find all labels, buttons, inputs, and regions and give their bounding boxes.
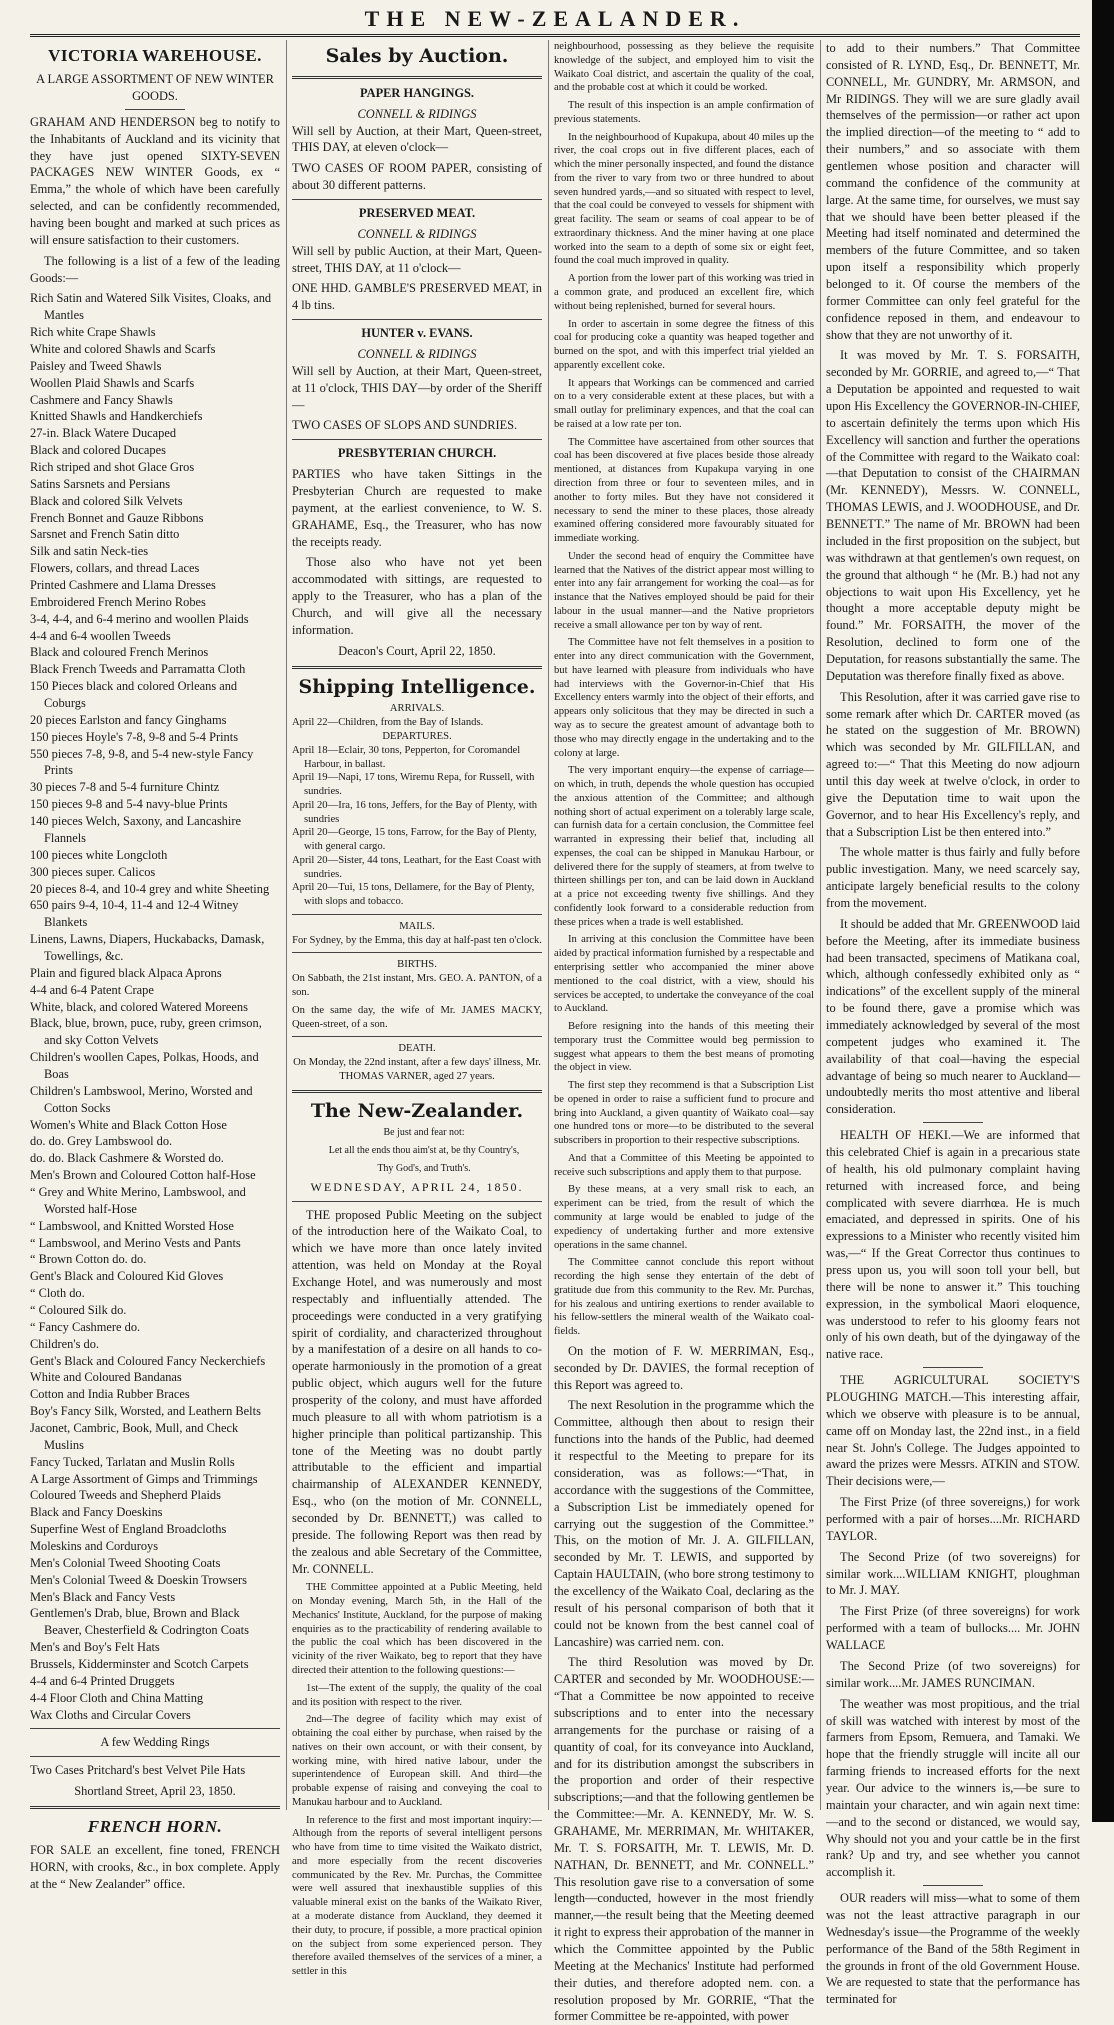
report-paragraph: Under the second head of enquiry the Committee have learned that the Natives of the district appear most willing to enter into any fair arrangement for working the coal—as for instance that the Natives employed should be paid for their labour in the usual manner—and the Native proprietors receive a small allowance per ton by way of rent. xyxy=(554,550,814,631)
report-paragraph: In reference to the first and most important inquiry:—Although from the reports of several intelligent persons who have from time to time visited the Waikato district, and more especially from the recent discoveries communicated by the Rev. Mr. Purchas, the Committee were well assured that inexhaustible supplies of this valuable mineral exist on the banks of the Waikato River, at a moderate distance from Auckland, they deemed it their duty, to procure, if possible, a more practical opinion on the subject from some experienced person. They therefore availed themselves of the services of a miner, a settler in this xyxy=(292,1814,542,1978)
goods-item: “ Cloth do. xyxy=(30,1286,85,1301)
report-paragraph: neighbourhood, possessing as they believe the requisite knowledge of the subject, and employed him to visit the Waikato Coal district, and ascertain the quality of the coal, and the probable cost at which it could be worked. xyxy=(554,41,814,94)
horn-title: FRENCH HORN. xyxy=(87,1817,223,1837)
goods-item: Cotton and India Rubber Braces xyxy=(30,1387,190,1402)
goods-item: Gent's Black and Coloured Kid Gloves xyxy=(30,1269,224,1284)
departure-entry: April 20—Sister, 44 tons, Leathart, for the East Coast with sundries. xyxy=(292,854,542,880)
report-paragraph: The very important enquiry—the expense of carriage—on which, in truth, depends the whole question has occupied the anxious attention of the Committee; and although nothing short of actual experiment on a tolerably large scale, can furnish data for a certain conclusion, the Committee feel warranted in expressing their belief that, including all expenses, the coal can be shipped in Manukau Harbour, or delivered there for the supply of steamers, at from twelve to thirteen shillings per ton, and can be laid down in Auckland at a price not exceeding twenty five shillings. And they confidently look forward to a considerable reduction from these prices when a trade is well established. xyxy=(554,765,814,928)
goods-item: Children's do. xyxy=(30,1336,100,1351)
column-rule xyxy=(820,40,821,1810)
goods-item: “ Brown Cotton do. do. xyxy=(30,1252,147,1267)
mails-heading: MAILS. xyxy=(399,920,435,932)
goods-item: White, black, and colored Watered Moreens xyxy=(30,999,248,1014)
departures-heading: DEPARTURES. xyxy=(382,730,452,742)
goods-item: 150 pieces 9-8 and 5-4 navy-blue Prints xyxy=(30,797,228,812)
goods-item: Black and Fancy Doeskins xyxy=(30,1505,163,1520)
goods-item: Black and coloured French Merinos xyxy=(30,645,209,660)
prize-paragraph: The Second Prize (of two sovereigns) for similar work....WILLIAM KNIGHT, ploughman to Mr. J. MAY. xyxy=(826,1549,1080,1598)
goods-item: “ Coloured Silk do. xyxy=(30,1302,127,1317)
report-paragraph: By these means, at a very small risk to each, an experiment can be tried, from the result of which the community at large would be enabled to judge of the expediency of undertaking further and more extensive operations in the same channel. xyxy=(554,1184,814,1251)
column-rule xyxy=(548,40,549,1810)
goods-item: 3-4, 4-4, and 6-4 merino and woollen Plaids xyxy=(30,611,249,626)
shipping-heading: Shipping Intelligence. xyxy=(298,675,536,698)
report-paragraph: In order to ascertain in some degree the fitness of this coal for producing coke a quantity was heaped together and burned on the spot, and with this imperfect trial yielded an apparently excellent coke. xyxy=(554,318,814,371)
advert-body: GRAHAM AND HENDERSON beg to notify to the Inhabitants of Auckland and its vicinity that they have just opened SIXTY-SEVEN PACKAGES NEW WINTER Goods, ex “ Emma,” the whole of which have been carefully selected, and can be confidently recommended, having been bought and marked at such prices as will ensure satisfaction to their customers. xyxy=(30,114,280,247)
goods-item: Coloured Tweeds and Shepherd Plaids xyxy=(30,1488,221,1503)
report-paragraph: A portion from the lower part of this working was tried in a common grate, and produced an excellent fire, which without being replenished, burned for several hours. xyxy=(554,273,814,312)
goods-item: Woollen Plaid Shawls and Scarfs xyxy=(30,375,195,390)
goods-item: Rich striped and shot Glace Gros xyxy=(30,460,195,475)
auctioneer-name: CONNELL & RIDINGS xyxy=(357,347,477,361)
ploughing-match-paragraph: THE AGRICULTURAL SOCIETY'S PLOUGHING MATCH.—This interesting affair, which we observe with pleasure is to be annual, came off on Monday last, the 22nd inst., in a field near St. John's College. The Judges appointed to award the prizes were Messrs. ATKIN and STOW. Their decisions were,— xyxy=(826,1373,1080,1489)
goods-item: Gentlemen's Drab, blue, Brown and Black Beaver, Chesterfield & Codrington Coats xyxy=(30,1606,249,1638)
goods-item: Flowers, collars, and thread Laces xyxy=(30,561,200,576)
paper-item: TWO CASES OF ROOM PAPER, consisting of about 30 different patterns. xyxy=(292,161,542,193)
death-notice: On Monday, the 22nd instant, after a few days' illness, Mr. THOMAS VARNER, aged 27 years. xyxy=(293,1057,541,1082)
church-body-2: Those also who have not yet been accommodated with sittings, are requested to apply to the Treasurer, who has a plan of the Church, and will give all the necessary information. xyxy=(292,555,542,637)
goods-item: do. do. Grey Lambswool do. xyxy=(30,1134,173,1149)
motto-line: Thy God's, and Truth's. xyxy=(377,1162,471,1174)
column-4 xyxy=(826,40,1080,2007)
goods-item: Men's Colonial Tweed Shooting Coats xyxy=(30,1555,221,1570)
article-paragraph: It should be added that Mr. GREENWOOD laid before the Meeting, after its immediate business had been transacted, specimens of Matikana coal, which, although confessedly exhibited only as “ indications” of the excellent supply of the mineral to be found there, gave a promise which was immediately acknowledged by several of the most competent judges who examined it. The availability of that coal—having the especial advantage of being so much nearer to Auckland—undoubtedly merits tho most attentive and liberal consideration. xyxy=(826,916,1080,1117)
goods-item: 4-4 Floor Cloth and China Matting xyxy=(30,1690,204,1705)
meat-body: Will sell by public Auction, at their Mart, Queen-street, THIS DAY, at 11 o'clock— xyxy=(292,243,542,275)
masthead: THE NEW-ZEALANDER. xyxy=(30,6,1080,37)
goods-item: 30 pieces 7-8 and 5-4 furniture Chintz xyxy=(30,780,220,795)
goods-item: Moleskins and Corduroys xyxy=(30,1539,159,1554)
prize-paragraph: The First Prize (of three sovereigns) for work performed with a team of bullocks.... Mr. JOHN WALLACE xyxy=(826,1604,1080,1653)
departure-entry: April 19—Napi, 17 tons, Wiremu Repa, for Russell, with sundries. xyxy=(292,772,535,798)
goods-item: 4-4 and 6-4 Printed Druggets xyxy=(30,1673,175,1688)
goods-item: “ Fancy Cashmere do. xyxy=(30,1319,141,1334)
goods-item: Black, blue, brown, puce, ruby, green crimson, and sky Cotton Velvets xyxy=(30,1016,262,1048)
report-paragraph: Before resigning into the hands of this meeting their temporary trust the Committee would beg permission to suggest what appears to them the best means of promoting the object in view. xyxy=(554,1021,814,1074)
goods-item: Children's woollen Capes, Polkas, Hoods, and Boas xyxy=(30,1050,259,1081)
article-paragraph: The weather was most propitious, and the trial of skill was watched with interest by most of the farmers from Epsom, Remuera, and Tamaki. We hope that the friendly struggle will incite all our farming friends to increased efforts for the next year. Our advice to the winners is,—be sure to maintain your character, and win again next time:—and to the second or distanced, we would say, Why should not you and your cattle be in the first rank? Up and try, and see whether you cannot accomplish it. xyxy=(826,1696,1080,1880)
column-1 xyxy=(30,40,280,1891)
goods-item: 550 pieces 7-8, 9-8, and 5-4 new-style Fancy Prints xyxy=(30,746,254,778)
goods-item: Women's White and Black Cotton Hose xyxy=(30,1117,227,1132)
report-paragraph: 2nd—The degree of facility which may exist of obtaining the coal either by purchase, when raised by the natives on their own account, or with their consent, by working mine, with hired native labour, under the superintendence of European skill. And third—the probable expense of raising and conveying the coal to Manukau harbour and to Auckland. xyxy=(292,1714,542,1808)
report-paragraph: The Committee cannot conclude this report without recording the high sense they entertain of the debt of gratitude due from this community to the Rev. Mr. Purchas, for his zealous and untiring exertions to render available to his fellow-settlers the mineral wealth of the Waikato coal-fields. xyxy=(554,1257,814,1338)
paper-hangings-heading: PAPER HANGINGS. xyxy=(359,85,475,100)
birth-notice: On the same day, the wife of Mr. JAMES MACKY, Queen-street, of a son. xyxy=(292,1004,542,1030)
goods-item: 100 pieces white Longcloth xyxy=(30,847,168,862)
goods-item: 27-in. Black Watere Ducaped xyxy=(30,426,177,441)
article-paragraph: This Resolution, after it was carried gave rise to some remark after which Dr. CARTER moved (as he stated on the suggestion of Mr. BROWN) which was seconded by Mr. GILFILLAN, and agreed to:—“ That this Meeting do now adjourn until this day week at twelve o'clock, in order to give the Deputation time to wait upon the Governor, and to hear His Excellency's reply, and that a Subscription List be then entered into.” xyxy=(826,689,1080,839)
list-intro: The following is a list of a few of the leading Goods:— xyxy=(30,253,280,285)
advert-intro: A LARGE ASSORTMENT OF NEW WINTER GOODS. xyxy=(36,72,274,103)
goods-item: Wax Cloths and Circular Covers xyxy=(30,1707,191,1722)
article-paragraph: The next Resolution in the programme which the Committee, although then about to resign their functions into the hands of the Public, had deemed it respectful to the Meeting to prepare for its consideration, was as follows:—“That, in accordance with the suggestions of the Committee, a Subscription List be immediately opened for carrying out the suggestion of the Committee.” This, on the motion of Mr. J. A. GILFILLAN, seconded by Mr. T. LEWIS, and supported by Captain HAULTAIN, (who bore strong testimony to the excellency of the Waikato Coal, declaring as the result of his personal comparison of both that it could not be known from the best cannel coal of Lancashire) was carried nem. con. xyxy=(554,1398,814,1649)
departure-entry: April 20—Tui, 15 tons, Dellamere, for the Bay of Plenty, with slops and tobacco. xyxy=(292,882,535,908)
prize-paragraph: The First Prize (of three sovereigns,) for work performed with a pair of horses....Mr. RICHARD TAYLOR. xyxy=(826,1495,1080,1543)
church-body: PARTIES who have taken Sittings in the Presbyterian Church are requested to make payment, at the earliest convenience, to W. S. GRAHAME, Esq., the Treasurer, who has now the receipts ready. xyxy=(292,467,542,549)
goods-item: French Bonnet and Gauze Ribbons xyxy=(30,510,204,525)
motto-line: Let all the ends thou aim'st at, be thy Country's, xyxy=(328,1145,520,1156)
advert-title: VICTORIA WAREHOUSE. xyxy=(48,46,262,65)
goods-item: Brussels, Kidderminster and Scotch Carpets xyxy=(30,1657,249,1672)
departure-entry: April 20—Ira, 16 tons, Jeffers, for the Bay of Plenty, with sundries xyxy=(292,799,538,825)
goods-item: Knitted Shawls and Handkerchiefs xyxy=(30,409,203,424)
article-paragraph: On the motion of F. W. MERRIMAN, Esq., seconded by Dr. DAVIES, the formal reception of this Report was agreed to. xyxy=(554,1343,814,1392)
goods-item: 140 pieces Welch, Saxony, and Lancashire Flannels xyxy=(30,814,241,845)
goods-item: Black and colored Ducapes xyxy=(30,443,166,458)
hunter-item: TWO CASES OF SLOPS AND SUNDRIES. xyxy=(292,418,518,433)
report-paragraph: And that a Committee of this Meeting be appointed to receive such subscriptions and apply them to that purpose. xyxy=(554,1152,814,1178)
departure-entry: April 18—Eclair, 30 tons, Pepperton, for Coromandel Harbour, in ballast. xyxy=(292,744,521,770)
report-paragraph: 1st—The extent of the supply, the quality of the coal and its position with respect to the river. xyxy=(292,1682,542,1708)
birth-notice: On Sabbath, the 21st instant, Mrs. GEO. A. PANTON, of a son. xyxy=(292,973,542,998)
article-paragraph: The whole matter is thus fairly and fully before public investigation. Many, we need scarcely say, anticipate largely beneficial results to the colony from the movement. xyxy=(826,845,1080,910)
article-paragraph: THE proposed Public Meeting on the subject of the introduction here of the Waikato Coal, to which we have more than once lately invited attention, was held on Monday at the Royal Exchange Hotel, and was numerously and most respectably and influentially attended. The proceedings were conducted in a very gratifying spirit of cordiality, and characterized throughout by a manifestation of a desire on all hands to co-operate harmoniously in the promotion of a great public object, which augurs well for the future prosperity of the colony, and must have afforded much pleasure to all with whom patriotism is a higher principle than political partizanship. This tone of the Meeting was no doubt partly attributable to the efficient and impartial chairmanship of ALEXANDER KENNEDY, Esq., who (on the motion of Mr. CONNELL, seconded by Dr. BENNETT,) was called to preside. The following Report was then read by the zealous and able Secretary of the Committee, Mr. CONNELL. xyxy=(292,1207,542,1576)
goods-item: “ Lambswool, and Merino Vests and Pants xyxy=(30,1235,241,1250)
auctioneer-name: CONNELL & RIDINGS xyxy=(357,106,477,121)
report-paragraph: The first step they recommend is that a Subscription List be opened in order to raise a sufficient fund to procure and bring into Auckland, a given quantity of Waikato coal—say one hundred tons or more—to be distributed to the several subscribers in proportion to their respective subscriptions. xyxy=(554,1080,814,1147)
hats-signature: Shortland Street, April 23, 1850. xyxy=(74,1784,236,1799)
goods-item: Printed Cashmere and Llama Dresses xyxy=(30,578,216,593)
column-rule xyxy=(286,40,287,1810)
goods-item: 150 Pieces black and colored Orleans and Coburgs xyxy=(30,679,238,711)
goods-item: Black and colored Silk Velvets xyxy=(30,493,183,508)
goods-item: do. do. Black Cashmere & Worsted do. xyxy=(30,1151,224,1166)
report-paragraph: The Committee have ascertained from other sources that coal has been discovered at five places beside those already mentioned, at distances from Kupakupa varying in one direction from three or four to seventeen miles, and in another to forty miles. But they have not considered it necessary to send the miner to these places, those already examined offering considered more favourably situated for immediate working. xyxy=(554,436,814,545)
report-paragraph: It appears that Workings can be commenced and carried on to a very considerable extent at these places, but with a small outlay for preliminary expences, and that the coal can be raised at a low rate per ton. xyxy=(554,377,814,430)
paper-body: Will sell by Auction, at their Mart, Queen-street, THIS DAY, at eleven o'clock— xyxy=(292,123,542,155)
goods-item: 300 pieces super. Calicos xyxy=(30,864,156,879)
sales-heading: Sales by Auction. xyxy=(325,45,509,67)
goods-item: Linens, Lawns, Diapers, Huckabacks, Damask, Towellings, &c. xyxy=(30,932,265,963)
heki-health-paragraph: HEALTH OF HEKI.—We are informed that this celebrated Chief is again in a precarious state of health, his old pulmonary complaint having returned with increased force, and being complicated with severe diarrhœa. He is much emaciated, and depressed in spirits. One of his expressions to a Minister who recently visited him was,—“ If the Great Corrector thus continues to press upon us, you will soon toll your bell, but there will be none to answer it.” This touching expression, in the symbolical Maori eloquence, was understood to refer to his gloomy fears not only of his own death, but of the dyingaway of the native race. xyxy=(826,1128,1080,1362)
goods-item: Jaconet, Cambric, Book, Mull, and Check Muslins xyxy=(30,1421,239,1452)
report-paragraph: The result of this inspection is an ample confirmation of previous statements. xyxy=(554,100,814,125)
goods-item: Men's Colonial Tweed & Doeskin Trowsers xyxy=(30,1572,247,1587)
goods-item: “ Grey and White Merino, Lambswool, and Worsted half-Hose xyxy=(30,1184,246,1216)
hunter-body: Will sell by Auction, at their Mart, Queen-street, at 11 o'clock, THIS DAY—by order of the Sheriff— xyxy=(292,363,542,412)
church-heading: PRESBYTERIAN CHURCH. xyxy=(337,446,497,461)
article-paragraph: It was moved by Mr. T. S. FORSAITH, seconded by Mr. GORRIE, and agreed to,—“ That a Deputation be appointed and requested to wait upon His Excellency the GOVERNOR-IN-CHIEF, to ascertain definitely the terms upon which His Excellency will sanction and further the operations of the Committee with regard to the Waikato coal:—that Deputation to consist of the CHAIRMAN (Mr. KENNEDY), Messrs. W. CONNELL, THOMAS LEWIS, and J. WOODHOUSE, and Dr. BENNETT.” The name of Mr. BROWN had been included in the first proposition on the subject, but was withdrawn at that gentlemen's own request, on the ground that although “ he (Mr. B.) had not any objections to wait upon His Excellency, yet he thought a more acceptable deputy might be found.” Mr. FORSAITH, the mover of the Resolution, declined to form one of the Deputation, for reasons substantially the same. The Deputation was therefore finally fixed as above. xyxy=(826,348,1080,683)
goods-item: Fancy Tucked, Tarlatan and Muslin Rolls xyxy=(30,1454,235,1469)
goods-item: Men's Brown and Coloured Cotton half-Hose xyxy=(30,1168,256,1183)
goods-item: Paisley and Tweed Shawls xyxy=(30,358,162,373)
goods-item: Rich white Crape Shawls xyxy=(30,325,156,340)
goods-item: Boy's Fancy Silk, Worsted, and Leathern Belts xyxy=(30,1404,261,1419)
goods-item: 4-4 and 6-4 Patent Crape xyxy=(30,982,154,997)
column-3 xyxy=(554,40,815,2024)
goods-item: 4-4 and 6-4 woollen Tweeds xyxy=(30,628,171,643)
dateline: WEDNESDAY, APRIL 24, 1850. xyxy=(310,1180,524,1195)
goods-item: Silk and satin Neck-ties xyxy=(30,544,149,559)
departure-entry: April 20—George, 15 tons, Farrow, for the Bay of Plenty, with general cargo. xyxy=(292,827,537,853)
mails-body: For Sydney, by the Emma, this day at half-past ten o'clock. xyxy=(292,934,542,946)
prize-paragraph: The Second Prize (of two sovereigns) for similar work....Mr. JAMES RUNCIMAN. xyxy=(826,1658,1080,1690)
goods-item: A Large Assortment of Gimps and Trimmings xyxy=(30,1471,258,1486)
goods-item: 20 pieces 8-4, and 10-4 grey and white Sheeting xyxy=(30,881,270,896)
goods-item: Men's and Boy's Felt Hats xyxy=(30,1640,160,1655)
hats-notice: Two Cases Pritchard's best Velvet Pile Hats xyxy=(30,1763,246,1778)
newspaper-title: The New-Zealander. xyxy=(310,1099,524,1122)
hunter-evans-heading: HUNTER v. EVANS. xyxy=(361,326,473,341)
column-2 xyxy=(292,40,542,1978)
report-paragraph: In arriving at this conclusion the Committee have been aided by practical information furnished by a respectable and enterprising settler who accompanied the miner above mentioned to the coal district, with a view, should his services be accepted, to undertake the conveyance of the coal to Auckland. xyxy=(554,934,815,1015)
goods-item: “ Lambswool, and Knitted Worsted Hose xyxy=(30,1218,234,1233)
meat-item: ONE HHD. GAMBLE'S PRESERVED MEAT, in 4 lb tins. xyxy=(292,281,542,313)
arrivals-heading: ARRIVALS. xyxy=(389,703,445,715)
goods-item: Cashmere and Fancy Shawls xyxy=(30,392,173,407)
goods-item: White and Coloured Bandanas xyxy=(30,1370,182,1385)
goods-item: White and colored Shawls and Scarfs xyxy=(30,342,216,356)
births-heading: BIRTHS. xyxy=(397,959,437,971)
goods-item: Children's Lambswool, Merino, Worsted and Cotton Socks xyxy=(30,1083,253,1115)
goods-item: Satins Sarsnets and Persians xyxy=(30,476,171,491)
goods-list xyxy=(30,290,280,1723)
report-paragraph: The Committee have not felt themselves in a position to enter into any direct communication with the Government, but have learned with pleasure from individuals who have had interviews with the Governor-in-Chief that His Excellency enters warmly into the object of their efforts, and appears only solicitous that they may be directed in such a way as to secure the greatest amount of advantage both to those who may directly engage in the undertaking and to the colony at large. xyxy=(554,637,814,759)
wedding-rings: A few Wedding Rings xyxy=(100,1735,210,1750)
goods-item: Sarsnet and French Satin ditto xyxy=(30,527,180,542)
auctioneer-name: CONNELL & RIDINGS xyxy=(357,226,477,241)
goods-item: 150 pieces Hoyle's 7-8, 9-8 and 5-4 Prints xyxy=(30,729,239,744)
goods-item: Black French Tweeds and Parramatta Cloth xyxy=(30,662,246,677)
goods-item: Plain and figured black Alpaca Aprons xyxy=(30,965,222,980)
departures-list xyxy=(292,744,542,909)
arrival-entry: April 22—Children, from the Bay of Islands. xyxy=(292,717,484,729)
church-signature: Deacon's Court, April 22, 1850. xyxy=(338,643,496,658)
scan-edge xyxy=(1092,0,1114,1822)
goods-item: Embroidered French Merino Robes xyxy=(30,594,206,609)
article-paragraph: to add to their numbers.” That Committee consisted of R. LYND, Esq., Dr. BENNETT, Mr. CONNELL, Mr. GUNDRY, Mr. ARMSON, and Mr RIDINGS. They will we are sure gladly avail themselves of the permission—or rather act upon the implied direction—of the meeting to “ add to their numbers,” and so associate with them gentlemen whose position and character will command the confidence of the community at large. At the same time, for ourselves, we must say that we should have been better pleased if the Meeting had itself nominated and determined the members of the future Committee, and so taken upon itself a responsibility which properly belonged to it. Of course the members of the former Committee can only feel grateful for the confidence reposed in them, and endeavour to show that they are not unworthy of it. xyxy=(826,41,1080,342)
death-heading: DEATH. xyxy=(398,1043,436,1055)
horn-body: FOR SALE an excellent, fine toned, FRENCH HORN, with crooks, &c., in box complete. Apply at the “ New Zealander” office. xyxy=(30,1843,280,1891)
article-paragraph: The third Resolution was moved by Dr. CARTER and seconded by Mr. WOODHOUSE:— “That a Committee be now appointed to receive subscriptions and to enter into the necessary arrangements for the purchase or raising of a quantity of coal, for its conveyance into Auckland, and for its distribution amongst the subscribers in the proportion and order of their respective subscriptions;—and that the following gentlemen be the Committee:—Mr. A. KENNEDY, Mr. W. S. GRAHAME, Mr. MERRIMAN, Mr. WHITAKER, Mr. T. S. FORSAITH, Mr. T. LEWIS, Mr. D. NATHAN, Dr. BENNETT, and Mr. CONNELL.” This resolution gave rise to a conversation of some length—conducted, however in the most friendly manner,—the result being that the Meeting deemed it right to express their approbation of the manner in which the Committee appointed by the Public Meeting at the Mechanics' Institute had performed their duties, and therefore adopted nem. con. a resolution proposed by Mr. GORRIE, “That the former Committee be re-appointed, with power xyxy=(554,1655,814,2024)
preserved-meat-heading: PRESERVED MEAT. xyxy=(358,205,476,220)
goods-item: 20 pieces Earlston and fancy Ginghams xyxy=(30,712,227,727)
goods-item: 650 pairs 9-4, 10-4, 11-4 and 12-4 Witney Blankets xyxy=(30,898,239,930)
arrivals-list xyxy=(292,716,542,730)
goods-item: Gent's Black and Coloured Fancy Neckerchiefs xyxy=(30,1353,266,1368)
band-notice-paragraph: OUR readers will miss—what to some of them was not the least attractive paragraph in our Wednesday's issue—the Programme of the weekly performance of the Band of the 58th Regiment in the grounds in front of the old Government House. We are requested to state that the performance has terminated for xyxy=(826,1891,1080,2007)
goods-item: Superfine West of England Broadcloths xyxy=(30,1522,227,1537)
report-paragraph: THE Committee appointed at a Public Meeting, held on Monday evening, March 5th, in the Hall of the Mechanics' Institute, Auckland, for the purpose of making enquiries as to the practicability of rendering available to the public the coal which has been discovered in the vicinity of the river Waikato, beg to report that they have directed their attention to the following questions:— xyxy=(292,1582,542,1676)
report-paragraph: In the neighbourhood of Kupakupa, about 40 miles up the river, the coal crops out in five different places, each of which the miner personally inspected, and found the distance from the river to vary from two or three hundred to about seven hundred yards,—and so situated with respect to level, that the coal could be conveyed to vessels for shipment with great facility. The seam or seams of coal appear to be of extraordinary thickness. And the miner having at one place worked into the seam to a depth of some six or eight feet, found the coal much improved in quality. xyxy=(554,131,814,267)
goods-item: Men's Black and Fancy Vests xyxy=(30,1589,176,1604)
goods-item: Rich Satin and Watered Silk Visites, Cloaks, and Mantles xyxy=(30,291,272,323)
motto-line: Be just and fear not: xyxy=(383,1127,465,1139)
